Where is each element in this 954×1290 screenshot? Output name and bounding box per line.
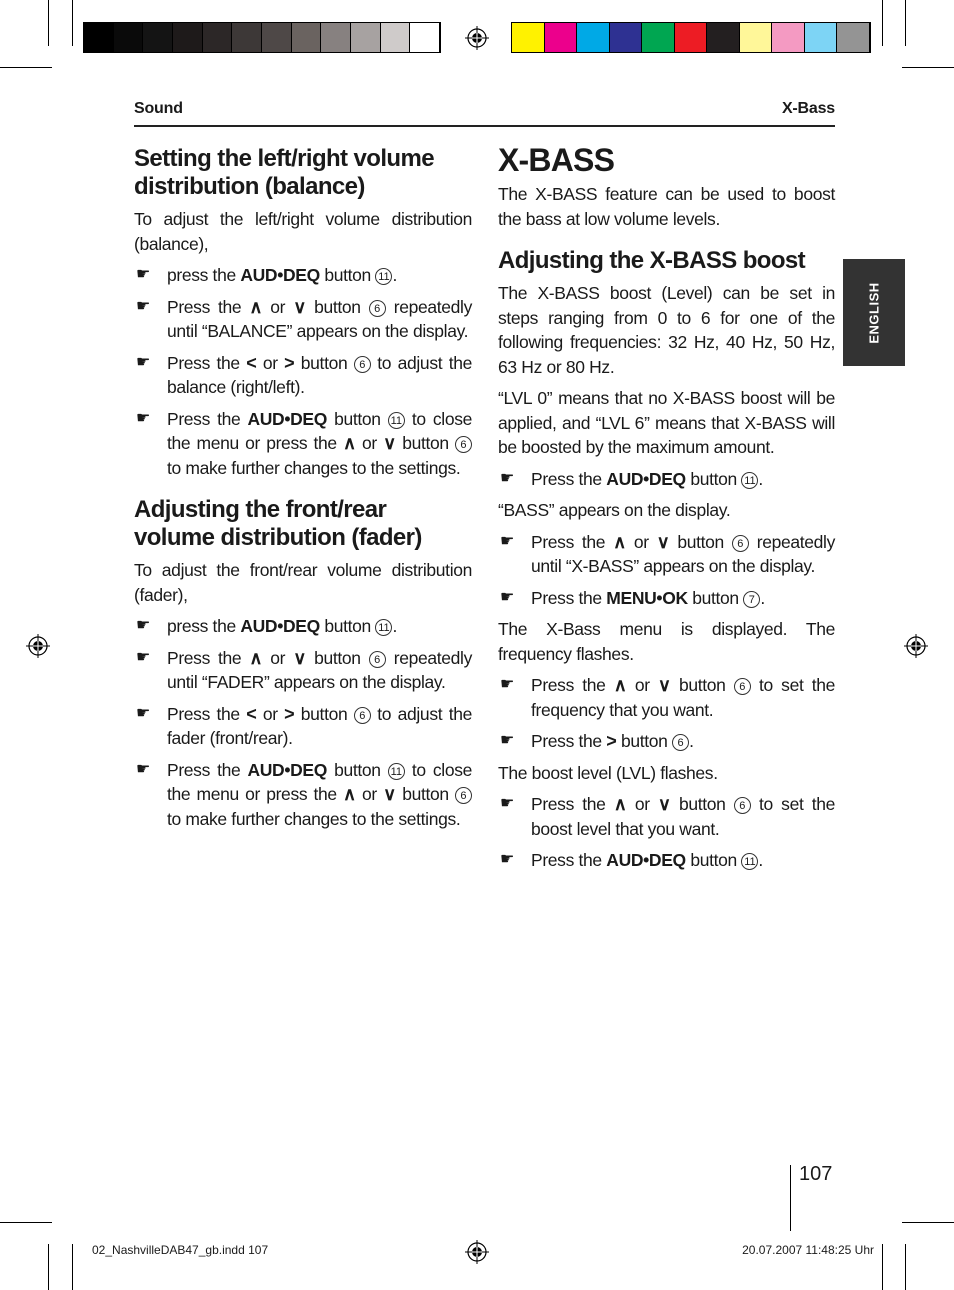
down-arrow-icon: ∨ xyxy=(293,647,307,668)
pointing-hand-icon: ☛ xyxy=(136,648,150,666)
language-tab-label: ENGLISH xyxy=(866,281,882,344)
button-number-badge: 6 xyxy=(354,356,371,373)
crop-mark xyxy=(905,1244,906,1290)
color-swatch xyxy=(351,23,381,52)
pointing-hand-icon: ☛ xyxy=(136,266,150,283)
color-swatch xyxy=(173,23,203,52)
button-number-badge: 6 xyxy=(732,535,749,552)
header-topic-title: X-Bass xyxy=(781,100,835,117)
crop-mark xyxy=(902,1222,954,1223)
color-swatch xyxy=(837,23,870,52)
pointing-hand-icon: ☛ xyxy=(136,409,150,427)
crop-mark xyxy=(905,0,906,46)
button-number-badge: 6 xyxy=(672,734,689,751)
pointing-hand-icon: ☛ xyxy=(136,617,150,634)
down-arrow-icon: ∨ xyxy=(657,675,671,695)
list-item: ☛ Press the AUD•DEQ button 11 . xyxy=(498,467,835,492)
footer-timestamp: 20.07.2007 11:48:25 Uhr xyxy=(742,1243,874,1257)
button-number-badge: 11 xyxy=(375,619,392,636)
list-item: ☛ Press the AUD•DEQ button 11 . xyxy=(498,848,835,873)
header-rule xyxy=(134,125,835,127)
balance-intro: To adjust the left/right volume distribution (balance), xyxy=(134,209,472,254)
color-swatch xyxy=(545,23,578,52)
xbass-lvl-paragraph: “LVL 0” means that no X-BASS boost will be applied, and “LVL 6” means that X-BASS will be boosted by the maximum amount. xyxy=(498,388,835,457)
xbass-title: X-BASS xyxy=(498,142,615,178)
header-section-title: Sound xyxy=(134,100,183,117)
fader-intro: To adjust the front/rear volume distribution (fader), xyxy=(134,560,472,605)
menu-displayed-note: The X-Bass menu is displayed. The frequency flashes. xyxy=(498,619,835,664)
down-arrow-icon: ∨ xyxy=(657,794,671,814)
down-arrow-icon: ∨ xyxy=(293,296,307,317)
pointing-hand-icon: ☛ xyxy=(136,297,150,315)
pointing-hand-icon: ☛ xyxy=(500,851,514,868)
button-number-badge: 11 xyxy=(375,268,392,285)
pointing-hand-icon: ☛ xyxy=(500,532,514,550)
down-arrow-icon: ∨ xyxy=(383,433,396,453)
balance-heading: Setting the left/right volume distribution (balance) xyxy=(134,145,434,200)
xbass-intro: The X-BASS feature can be used to boost the bass at low volume levels. xyxy=(498,184,835,229)
pointing-hand-icon: ☛ xyxy=(136,760,150,778)
fader-heading: Adjusting the front/rear volume distribution (fader) xyxy=(134,496,422,551)
button-number-badge: 6 xyxy=(734,678,751,695)
left-arrow-icon: < xyxy=(246,352,257,373)
list-item: ☛ Press the AUD•DEQ button 11 to close the menu or press the ∧ or ∨ button 6 to make further changes to the settings. xyxy=(136,408,472,478)
list-item: ☛ Press the MENU•OK button 7 . xyxy=(498,586,835,611)
crop-mark xyxy=(72,0,73,46)
pointing-hand-icon: ☛ xyxy=(136,704,150,722)
list-item: ☛ press the AUD•DEQ button 11 . xyxy=(134,263,472,288)
crop-mark xyxy=(0,1222,52,1223)
color-swatch xyxy=(675,23,708,52)
pointing-hand-icon: ☛ xyxy=(500,676,514,693)
pointing-hand-icon: ☛ xyxy=(500,469,514,487)
color-swatch xyxy=(84,23,114,52)
crop-mark xyxy=(882,1244,883,1290)
list-item: ☛ Press the < or > button 6 to adjust the fader (front/rear). xyxy=(136,703,472,748)
xbass-levels-paragraph: The X-BASS boost (Level) can be set in steps ranging from 0 to 6 for one of the following frequencies: 32 Hz, 40 Hz, 50 Hz, 63 Hz or 80 Hz. xyxy=(498,283,835,377)
pointing-hand-icon: ☛ xyxy=(500,795,514,812)
color-swatch xyxy=(114,23,144,52)
up-arrow-icon: ∧ xyxy=(249,647,263,668)
color-swatch xyxy=(143,23,173,52)
crop-mark xyxy=(48,0,49,46)
xbass-boost-heading: Adjusting the X-BASS boost xyxy=(498,247,806,274)
button-number-badge: 11 xyxy=(388,763,405,780)
color-swatch xyxy=(707,23,740,52)
list-item: ☛ Press the ∧ or ∨ button 6 to set the boost level that you want. xyxy=(500,794,835,839)
color-swatch xyxy=(740,23,773,52)
left-column xyxy=(134,145,472,838)
right-arrow-icon: > xyxy=(606,731,617,751)
list-item: ☛ Press the ∧ or ∨ button 6 repeatedly until “FADER” appears on the display. xyxy=(136,647,472,692)
color-swatch xyxy=(772,23,805,52)
up-arrow-icon: ∧ xyxy=(613,794,627,814)
crop-mark xyxy=(48,1244,49,1290)
pointing-hand-icon: ☛ xyxy=(500,732,514,749)
right-arrow-icon: > xyxy=(284,703,295,724)
page-number-rule xyxy=(790,1165,791,1231)
pointing-hand-icon: ☛ xyxy=(500,588,514,606)
button-number-badge: 6 xyxy=(369,300,386,317)
left-arrow-icon: < xyxy=(246,703,257,724)
list-item: ☛ Press the > button 6 . xyxy=(498,729,835,754)
button-number-badge: 6 xyxy=(455,436,472,453)
color-swatch xyxy=(203,23,233,52)
button-number-badge: 7 xyxy=(743,591,760,608)
color-swatch xyxy=(577,23,610,52)
grayscale-color-bar xyxy=(83,22,441,53)
footer-file-info: 02_NashvilleDAB47_gb.indd 107 xyxy=(92,1243,269,1257)
button-number-badge: 11 xyxy=(388,412,405,429)
color-swatch xyxy=(805,23,838,52)
language-tab xyxy=(843,259,905,366)
crop-mark xyxy=(0,67,52,68)
color-swatch xyxy=(381,23,411,52)
down-arrow-icon: ∨ xyxy=(383,784,396,804)
list-item: ☛ Press the < or > button 6 to adjust the balance (right/left). xyxy=(136,352,472,397)
lvl-flashes-note: The boost level (LVL) flashes. xyxy=(498,762,718,783)
up-arrow-icon: ∧ xyxy=(249,296,263,317)
color-swatch xyxy=(292,23,322,52)
color-swatch xyxy=(642,23,675,52)
button-number-badge: 11 xyxy=(741,853,758,870)
button-number-badge: 6 xyxy=(354,707,371,724)
bass-display-note: “BASS” appears on the display. xyxy=(498,500,731,520)
button-number-badge: 6 xyxy=(734,797,751,814)
up-arrow-icon: ∧ xyxy=(613,675,627,695)
crop-mark xyxy=(72,1244,73,1290)
page-number: 107 xyxy=(799,1163,833,1185)
down-arrow-icon: ∨ xyxy=(656,531,670,552)
registration-mark-icon xyxy=(904,634,928,658)
button-number-badge: 6 xyxy=(455,787,472,804)
up-arrow-icon: ∧ xyxy=(613,531,626,552)
pointing-hand-icon: ☛ xyxy=(136,353,150,371)
registration-mark-icon xyxy=(26,634,50,658)
color-swatch xyxy=(512,23,545,52)
up-arrow-icon: ∧ xyxy=(342,433,356,453)
list-item: ☛ Press the ∧ or ∨ button 6 repeatedly until “X-BASS” appears on the display. xyxy=(500,531,835,576)
color-swatch xyxy=(410,23,440,52)
registration-mark-icon xyxy=(465,1240,489,1264)
right-arrow-icon: > xyxy=(284,352,295,373)
list-item: ☛ Press the ∧ or ∨ button 6 repeatedly until “BALANCE” appears on the display. xyxy=(136,296,472,341)
crop-mark xyxy=(882,0,883,46)
up-arrow-icon: ∧ xyxy=(342,784,356,804)
button-number-badge: 11 xyxy=(741,472,758,489)
right-column xyxy=(498,143,835,880)
registration-mark-icon xyxy=(465,26,489,50)
color-swatch xyxy=(232,23,262,52)
process-color-bar xyxy=(511,22,871,53)
list-item: ☛ Press the ∧ or ∨ button 6 to set the frequency that you want. xyxy=(500,675,835,720)
color-swatch xyxy=(610,23,643,52)
crop-mark xyxy=(902,67,954,68)
button-number-badge: 6 xyxy=(369,651,386,668)
color-swatch xyxy=(262,23,292,52)
list-item: ☛ press the AUD•DEQ button 11 . xyxy=(134,614,472,639)
list-item: ☛ Press the AUD•DEQ button 11 to close the menu or press the ∧ or ∨ button 6 to make further changes to the settings. xyxy=(136,759,472,829)
color-swatch xyxy=(321,23,351,52)
